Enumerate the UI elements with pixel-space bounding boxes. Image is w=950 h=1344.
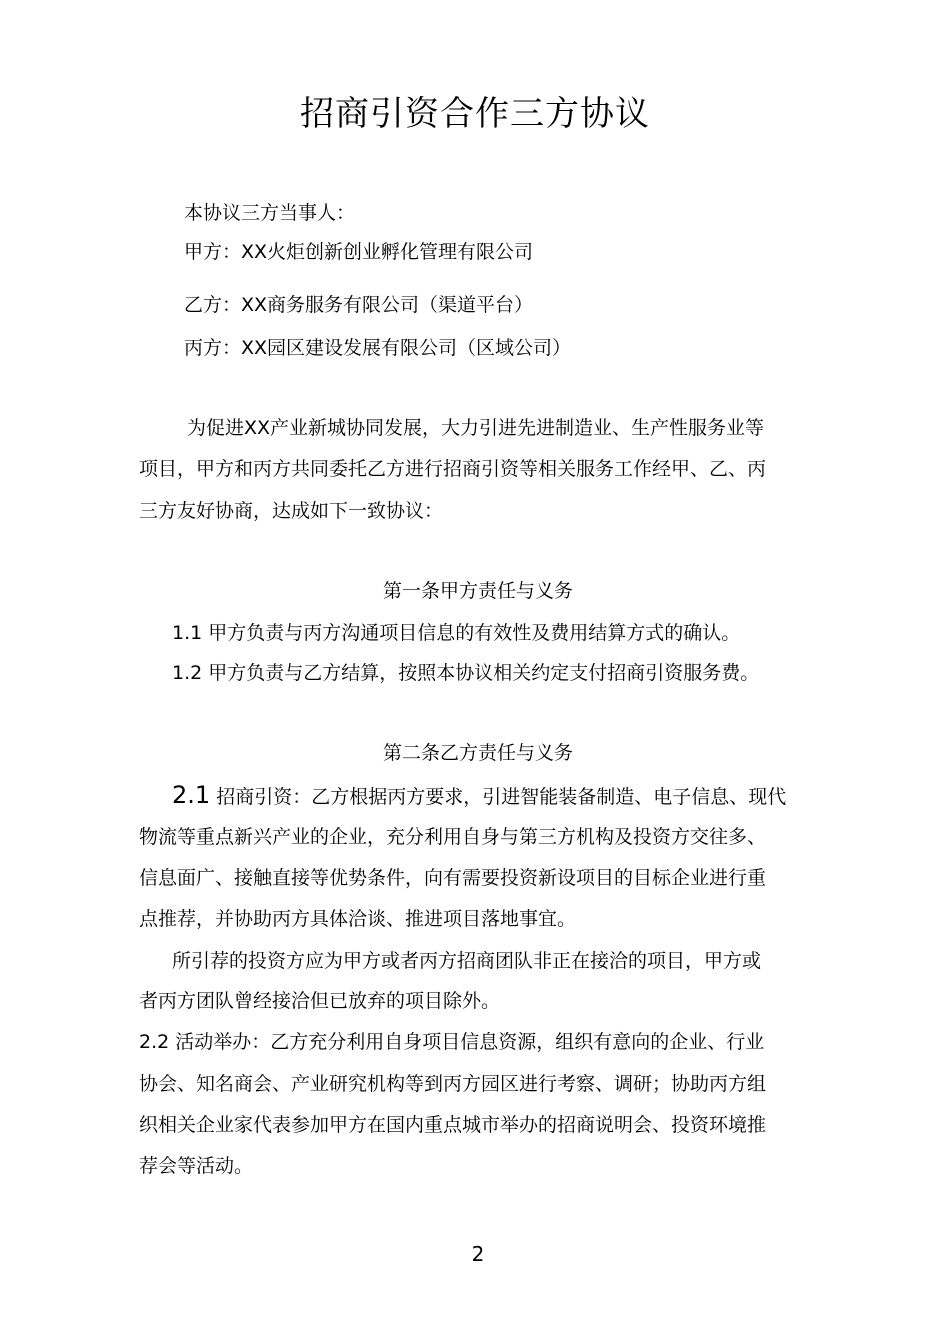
article-2-item-2-line: 协会、知名商会、产业研究机构等到丙方园区进行考察、调研；协助丙方组 <box>139 1073 767 1095</box>
preamble-line: 为促进XX产业新城协同发展，大力引进先进制造业、生产性服务业等 <box>187 417 765 439</box>
preamble-line: 项目，甲方和丙方共同委托乙方进行招商引资等相关服务工作经甲、乙、丙 <box>139 458 767 480</box>
item-number: 2.1 <box>172 781 211 809</box>
article-2-note-line: 者丙方团队曾经接洽但已放弃的项目除外。 <box>139 990 501 1012</box>
page-number: 2 <box>471 1242 485 1266</box>
article-2-item-1-first-line <box>172 781 786 811</box>
party-c: 丙方：XX园区建设发展有限公司（区域公司） <box>184 337 572 359</box>
party-b: 乙方：XX商务服务有限公司（渠道平台） <box>184 294 534 316</box>
article-2-item-1-line: 点推荐，并协助丙方具体洽谈、推进项目落地事宜。 <box>139 908 577 930</box>
article-1-heading: 第一条甲方责任与义务 <box>382 580 573 602</box>
article-1-item: 1.2 甲方负责与乙方结算，按照本协议相关约定支付招商引资服务费。 <box>172 662 760 684</box>
article-2-item-1-line: 信息面广、接触直接等优势条件，向有需要投资新设项目的目标企业进行重 <box>139 867 767 889</box>
document-title: 招商引资合作三方协议 <box>300 94 650 134</box>
article-2-item-1-line: 物流等重点新兴产业的企业，充分利用自身与第三方机构及投资方交往多、 <box>139 826 767 848</box>
article-2-item-2-line: 荐会等活动。 <box>139 1155 254 1177</box>
party-a: 甲方：XX火炬创新创业孵化管理有限公司 <box>184 241 534 263</box>
item-text: 招商引资：乙方根据丙方要求，引进智能装备制造、电子信息、现代 <box>210 786 787 808</box>
article-2-note-line: 所引荐的投资方应为甲方或者丙方招商团队非正在接洽的项目，甲方或 <box>172 950 762 972</box>
article-1-item: 1.1 甲方负责与丙方沟通项目信息的有效性及费用结算方式的确认。 <box>172 622 741 644</box>
article-2-item-2-line: 2.2 活动举办：乙方充分利用自身项目信息资源，组织有意向的企业、行业 <box>139 1031 765 1053</box>
preamble-line: 三方友好协商，达成如下一致协议： <box>139 500 444 522</box>
parties-intro: 本协议三方当事人： <box>184 202 356 224</box>
article-2-item-2-line: 织相关企业家代表参加甲方在国内重点城市举办的招商说明会、投资环境推 <box>139 1114 767 1136</box>
article-2-heading: 第二条乙方责任与义务 <box>382 742 573 764</box>
